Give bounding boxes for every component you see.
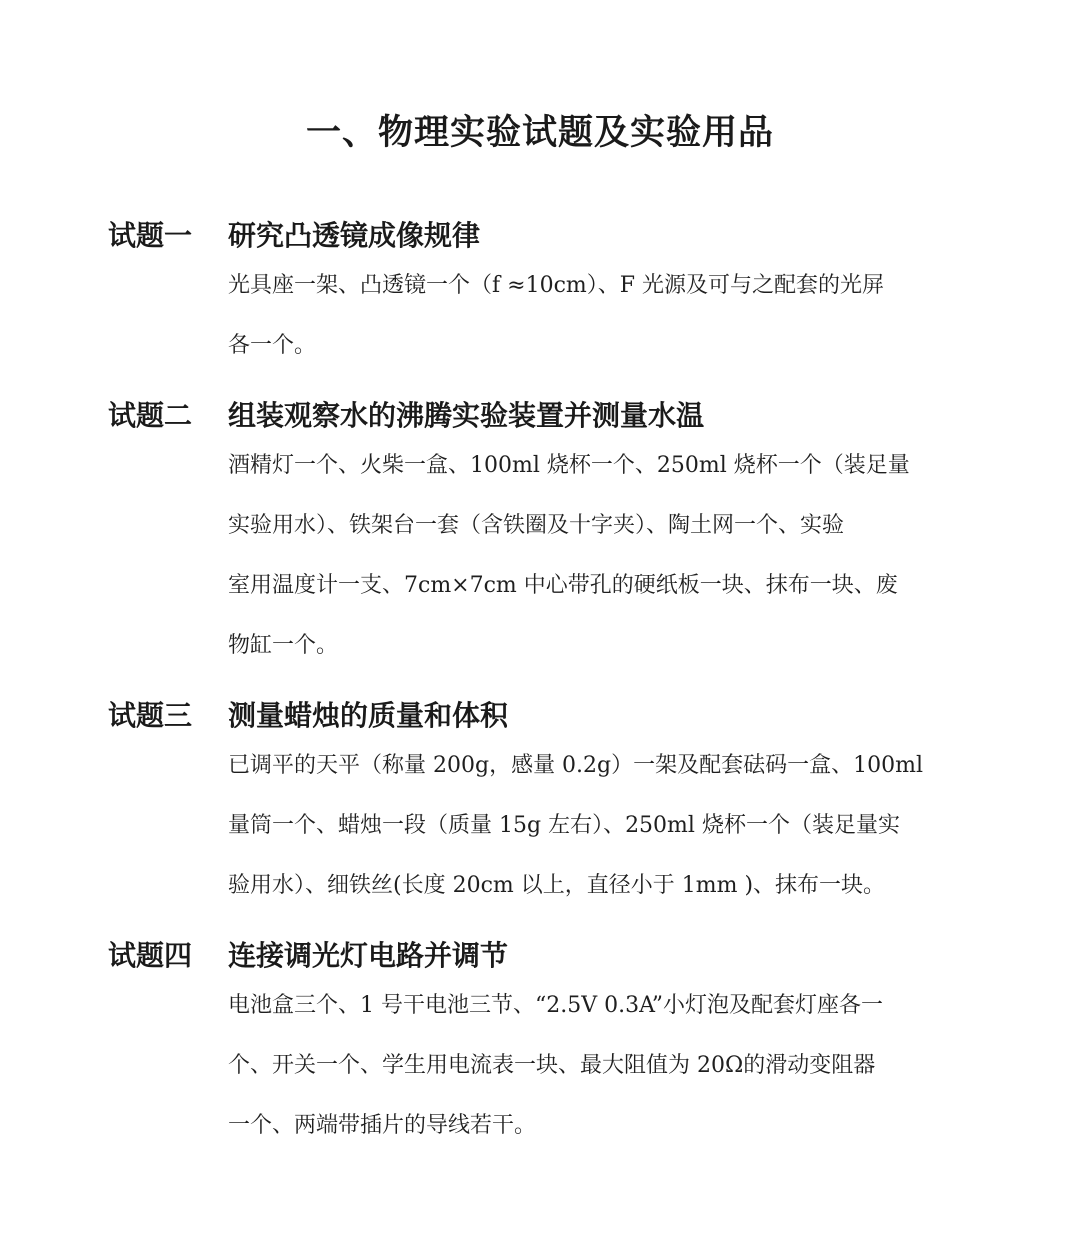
materials-line: 验用水）、细铁丝(长度 20cm 以上，直径小于 1mm )、抹布一块。 <box>228 873 886 898</box>
materials-line: 酒精灯一个、火柴一盒、100ml 烧杯一个、250ml 烧杯一个（装足量 <box>228 453 910 478</box>
materials-line: 光具座一架、凸透镜一个（f ≈10cm）、F 光源及可与之配套的光屏 <box>228 273 885 298</box>
section-title: 研究凸透镜成像规律 <box>228 219 481 252</box>
section-title: 连接调光灯电路并调节 <box>228 939 509 972</box>
section-4 <box>108 936 968 1156</box>
section-3 <box>108 696 968 916</box>
materials-line: 各一个。 <box>228 333 317 358</box>
materials-line: 电池盒三个、1 号干电池三节、“2.5V 0.3A”小灯泡及配套灯座各一 <box>228 993 883 1018</box>
materials-line: 一个、两端带插片的导线若干。 <box>228 1113 537 1138</box>
section-heading <box>108 696 968 736</box>
materials-list <box>228 976 948 1156</box>
materials-line: 实验用水）、铁架台一套（含铁圈及十字夹）、陶土网一个、实验 <box>228 513 845 538</box>
section-number: 试题一 <box>108 219 193 252</box>
section-number: 试题二 <box>108 399 193 432</box>
section-heading <box>108 936 968 976</box>
section-number: 试题四 <box>108 939 193 972</box>
section-1 <box>108 216 968 376</box>
section-heading <box>108 216 968 256</box>
section-title: 组装观察水的沸腾实验装置并测量水温 <box>228 399 705 432</box>
page-title: 一、物理实验试题及实验用品 <box>305 112 774 153</box>
materials-list <box>228 736 948 916</box>
materials-line: 量筒一个、蜡烛一段（质量 15g 左右）、250ml 烧杯一个（装足量实 <box>228 813 900 838</box>
materials-list <box>228 436 948 676</box>
section-title: 测量蜡烛的质量和体积 <box>228 699 509 732</box>
materials-line: 已调平的天平（称量 200g，感量 0.2g）一架及配套砝码一盒、100ml <box>228 753 924 778</box>
materials-line: 物缸一个。 <box>228 633 339 658</box>
section-2 <box>108 396 968 676</box>
section-number: 试题三 <box>108 699 193 732</box>
section-heading <box>108 396 968 436</box>
materials-line: 室用温度计一支、7cm×7cm 中心带孔的硬纸板一块、抹布一块、废 <box>228 573 898 598</box>
materials-line: 个、开关一个、学生用电流表一块、最大阻值为 20Ω的滑动变阻器 <box>228 1053 876 1078</box>
materials-list <box>228 256 948 376</box>
